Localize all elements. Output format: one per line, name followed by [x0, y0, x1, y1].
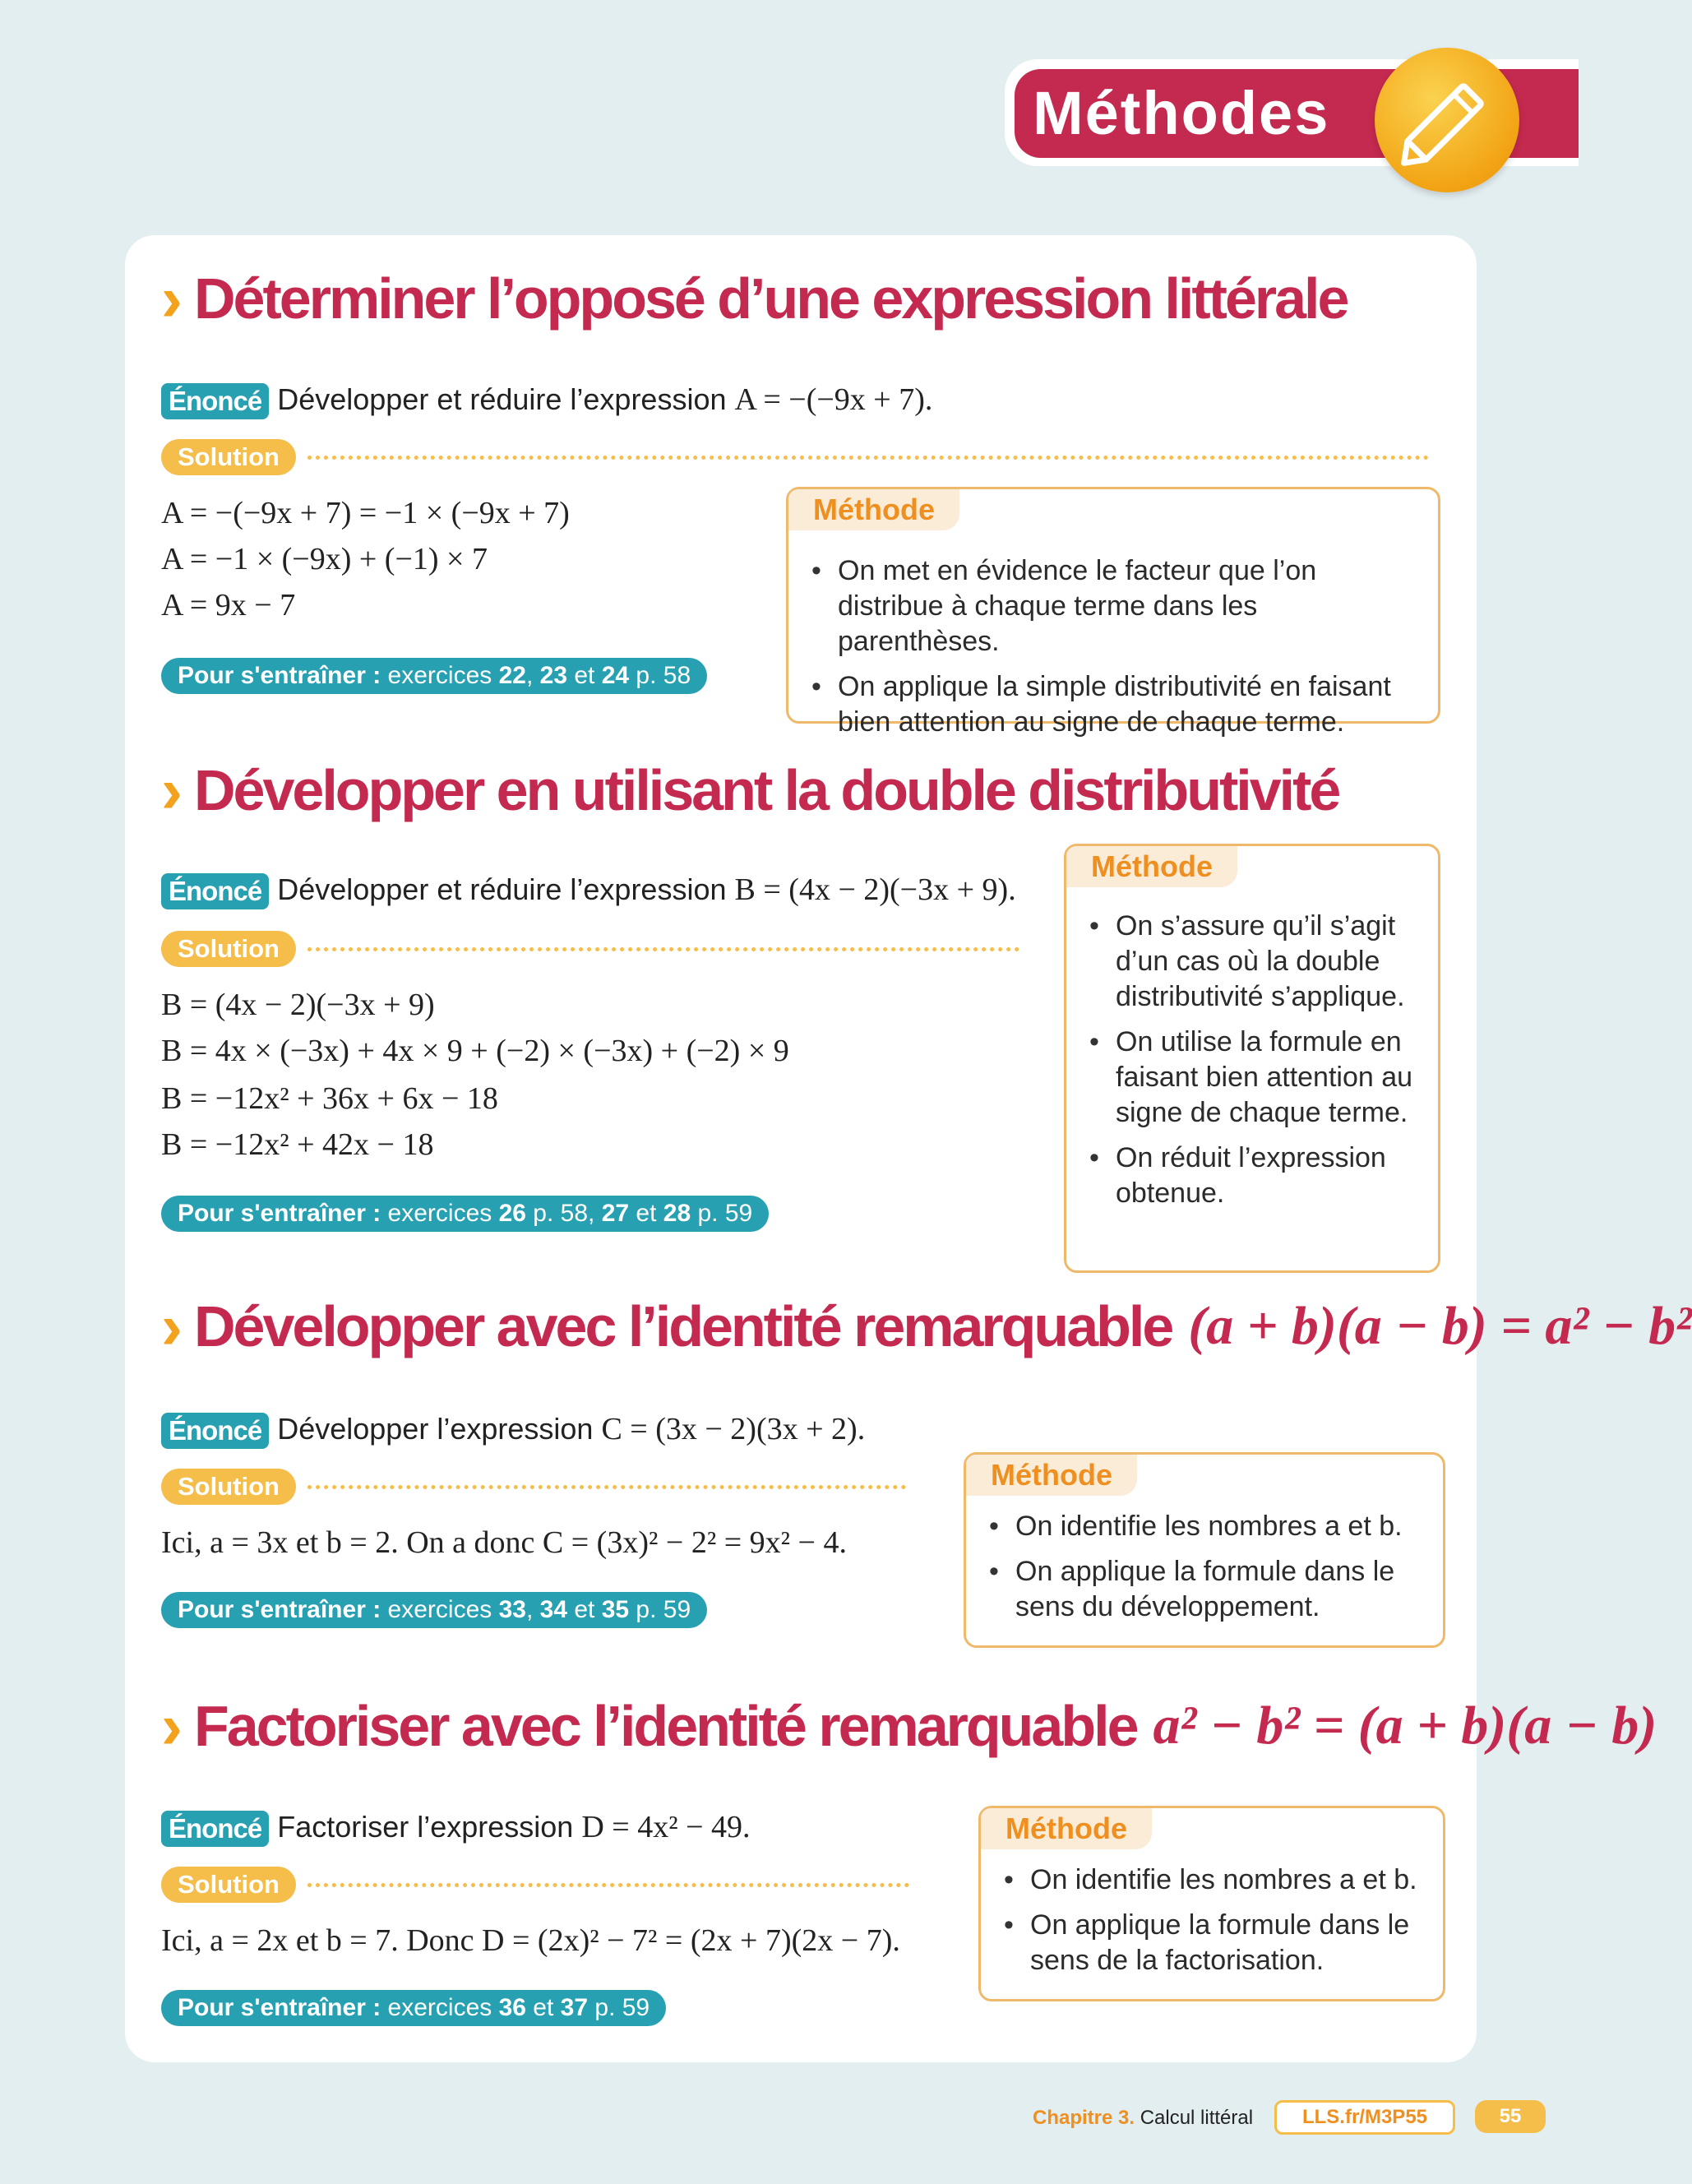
method-label: Méthode — [788, 489, 959, 530]
chevron-right-icon: › — [161, 261, 183, 335]
section-formula: (a + b)(a − b) = a² − b² — [1188, 1296, 1692, 1356]
chevron-right-icon: › — [161, 1689, 183, 1762]
enonce-tag: Énoncé — [161, 1811, 269, 1847]
solution-line: A = −(−9x + 7) = −1 × (−9x + 7) — [161, 496, 570, 530]
solution-header — [161, 1469, 906, 1505]
solution-line: Ici, a = 2x et b = 7. Donc D = (2x)² − 7² = (2x + 7)(2x − 7). — [161, 1923, 900, 1958]
enonce-math: B = (4x − 2)(−3x + 9). — [734, 872, 1016, 907]
solution-header — [161, 1867, 909, 1903]
method-item: • On identifie les nombres a et b. — [1030, 1862, 1425, 1898]
method-item: • On applique la simple distributivité en faisant bien attention au signe de chaque terme. — [838, 669, 1413, 740]
enonce-tag: Énoncé — [161, 383, 269, 419]
solution-line: Ici, a = 3x et b = 2. On a donc C = (3x)² − 2² = 9x² − 4. — [161, 1525, 847, 1560]
section-formula: a² − b² = (a + b)(a − b) — [1153, 1696, 1657, 1756]
method-item: • On identifie les nombres a et b. — [1015, 1509, 1426, 1544]
method-box — [964, 1452, 1445, 1648]
footer-chapter-number: Chapitre 3. — [1033, 2107, 1135, 2129]
section-title-text: Déterminer l’opposé d’une expression littérale — [193, 266, 1348, 331]
method-item: • On applique la formule dans le sens de la factorisation. — [1030, 1908, 1425, 1978]
method-label: Méthode — [966, 1455, 1137, 1496]
training-prefix: Pour s'entraîner : — [178, 1596, 381, 1623]
method-item: • On met en évidence le facteur que l’on distribue à chaque terme dans les parenthèses. — [838, 553, 1413, 659]
solution-tag: Solution — [161, 439, 296, 475]
solution-tag: Solution — [161, 1469, 296, 1505]
chevron-right-icon: › — [161, 753, 183, 826]
page-number: 55 — [1475, 2100, 1546, 2133]
solution-line: A = −1 × (−9x) + (−1) × 7 — [161, 542, 488, 576]
solution-tag: Solution — [161, 931, 296, 967]
method-box — [1064, 844, 1440, 1273]
enonce-text: Factoriser l’expression — [277, 1810, 574, 1844]
enonce-tag: Énoncé — [161, 873, 269, 909]
method-label: Méthode — [1066, 846, 1237, 887]
section-title-text: Développer en utilisant la double distributivité — [193, 758, 1339, 822]
training-link[interactable]: Pour s'entraîner : exercices 22, 23 et 24 p. 58 — [161, 658, 707, 694]
method-label: Méthode — [981, 1808, 1152, 1849]
section-title-double-distributivity — [161, 753, 1338, 827]
enonce-math: A = −(−9x + 7). — [734, 382, 933, 417]
section-title-opposite — [161, 261, 1347, 335]
footer-link[interactable]: LLS.fr/M3P55 — [1274, 2100, 1455, 2135]
solution-header — [161, 931, 1019, 967]
page-title: Méthodes — [1033, 79, 1330, 147]
footer-chapter-title: Calcul littéral — [1135, 2107, 1254, 2129]
enonce-tag: Énoncé — [161, 1413, 269, 1449]
section-title-text: Développer avec l’identité remarquable — [193, 1294, 1172, 1358]
solution-line: B = 4x × (−3x) + 4x × 9 + (−2) × (−3x) + (−2) × 9 — [161, 1034, 789, 1068]
section-title-identity-factor — [161, 1689, 1657, 1763]
enonce-text: Développer l’expression — [277, 1412, 594, 1446]
method-item: • On s’assure qu’il s’agit d’un cas où la double distributivité s’applique. — [1116, 909, 1425, 1015]
training-link[interactable]: Pour s'entraîner : exercices 26 p. 58, 27 et 28 p. 59 — [161, 1196, 769, 1232]
enonce-math: C = (3x − 2)(3x + 2). — [601, 1412, 866, 1446]
enonce-line — [161, 867, 1016, 913]
section-title-text: Factoriser avec l’identité remarquable — [193, 1694, 1137, 1758]
training-prefix: Pour s'entraîner : — [178, 1200, 381, 1227]
dotted-divider — [307, 1883, 909, 1887]
enonce-text: Développer et réduire l’expression — [277, 872, 727, 906]
enonce-text: Développer et réduire l’expression — [277, 382, 727, 416]
enonce-line — [161, 1804, 751, 1850]
enonce-line — [161, 1406, 865, 1452]
dotted-divider — [307, 947, 1019, 951]
solution-header — [161, 439, 1429, 475]
pencil-icon — [1375, 48, 1519, 192]
method-box — [786, 487, 1440, 738]
dotted-divider — [307, 456, 1429, 460]
enonce-math: D = 4x² − 49. — [581, 1810, 751, 1844]
training-link[interactable]: Pour s'entraîner : exercices 36 et 37 p. 59 — [161, 1990, 666, 2026]
solution-tag: Solution — [161, 1867, 296, 1903]
method-item: • On applique la formule dans le sens du développement. — [1015, 1554, 1426, 1625]
solution-line: B = (4x − 2)(−3x + 9) — [161, 988, 435, 1022]
chevron-right-icon: › — [161, 1289, 183, 1363]
enonce-line — [161, 377, 932, 423]
training-prefix: Pour s'entraîner : — [178, 662, 381, 689]
method-box — [978, 1806, 1445, 2001]
method-item: • On utilise la formule en faisant bien attention au signe de chaque terme. — [1116, 1025, 1425, 1131]
solution-line: B = −12x² + 36x + 6x − 18 — [161, 1081, 498, 1116]
training-link[interactable]: Pour s'entraîner : exercices 33, 34 et 35 p. 59 — [161, 1592, 707, 1628]
training-prefix: Pour s'entraîner : — [178, 1994, 381, 2021]
section-title-identity-develop — [161, 1289, 1692, 1363]
solution-line: B = −12x² + 42x − 18 — [161, 1127, 434, 1162]
solution-line: A = 9x − 7 — [161, 588, 296, 622]
footer-chapter — [1033, 2102, 1253, 2135]
dotted-divider — [307, 1485, 906, 1489]
method-item: • On réduit l’expression obtenue. — [1116, 1141, 1425, 1211]
